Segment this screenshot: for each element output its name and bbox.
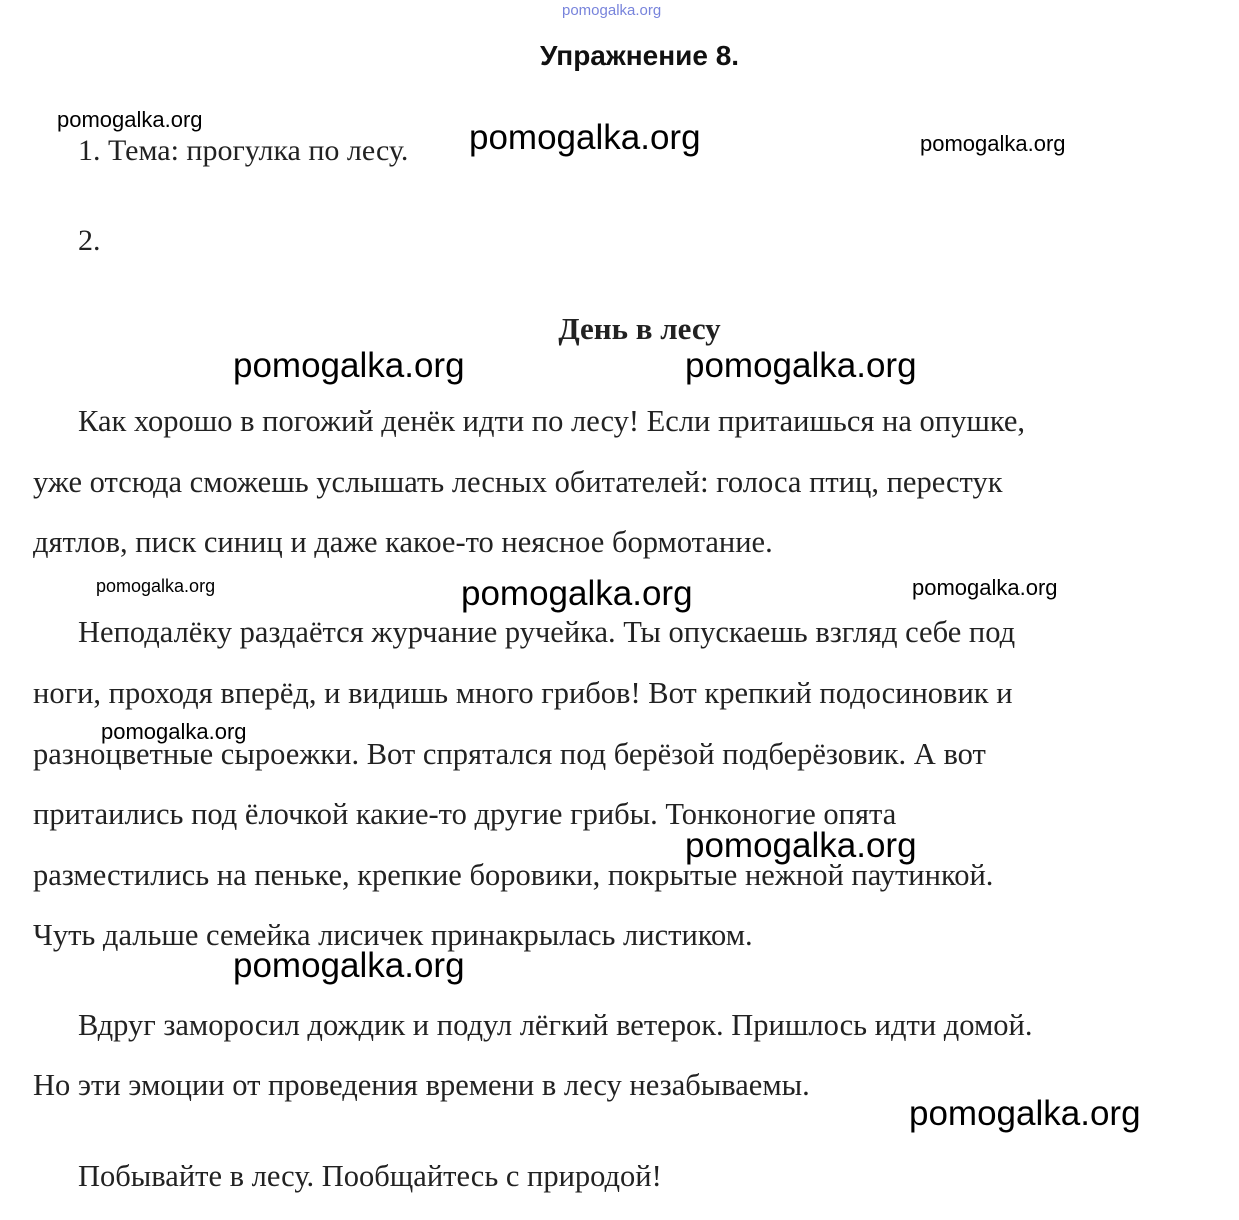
essay-line: уже отсюда сможешь услышать лесных обитателей: голоса птиц, перестук bbox=[33, 465, 1003, 499]
watermark: pomogalka.org bbox=[909, 1094, 1141, 1133]
answer-item-2: 2. bbox=[78, 224, 101, 257]
essay-line: Неподалёку раздаётся журчание ручейка. Ты опускаешь взгляд себе под bbox=[78, 615, 1016, 649]
essay-line: Но эти эмоции от проведения времени в лесу незабываемы. bbox=[33, 1068, 810, 1102]
essay-line: разместились на пеньке, крепкие боровики, покрытые нежной паутинкой. bbox=[33, 858, 994, 892]
essay-title: День в лесу bbox=[558, 311, 721, 346]
essay-line: притаились под ёлочкой какие-то другие грибы. Тонконогие опята bbox=[33, 797, 897, 831]
watermark: pomogalka.org bbox=[57, 107, 203, 132]
watermark: pomogalka.org bbox=[469, 118, 701, 157]
essay-line: Как хорошо в погожий денёк идти по лесу! Если притаишься на опушке, bbox=[78, 404, 1026, 438]
essay-line: дятлов, писк синиц и даже какое-то неясное бормотание. bbox=[33, 525, 773, 559]
watermark: pomogalka.org bbox=[233, 346, 465, 385]
watermark: pomogalka.org bbox=[233, 946, 465, 985]
watermark: pomogalka.org bbox=[920, 131, 1066, 156]
watermark: pomogalka.org bbox=[685, 346, 917, 385]
answer-item-1: 1. Тема: прогулка по лесу. bbox=[78, 134, 409, 167]
essay-line: разноцветные сыроежки. Вот спрятался под берёзой подберёзовик. А вот bbox=[33, 737, 986, 771]
watermark: pomogalka.org bbox=[461, 574, 693, 613]
watermark: pomogalka.org bbox=[96, 576, 216, 596]
watermark: pomogalka.org bbox=[562, 2, 662, 19]
essay-line: Вдруг заморосил дождик и подул лёгкий ветерок. Пришлось идти домой. bbox=[78, 1008, 1033, 1042]
watermark: pomogalka.org bbox=[101, 719, 247, 744]
watermark: pomogalka.org bbox=[685, 826, 917, 865]
essay-line: Чуть дальше семейка лисичек принакрылась листиком. bbox=[33, 918, 753, 952]
exercise-title: Упражнение 8. bbox=[539, 40, 740, 71]
watermark: pomogalka.org bbox=[912, 575, 1058, 600]
essay-line: ноги, проходя вперёд, и видишь много грибов! Вот крепкий подосиновик и bbox=[33, 676, 1013, 710]
essay-line: Побывайте в лесу. Пообщайтесь с природой! bbox=[78, 1159, 662, 1193]
